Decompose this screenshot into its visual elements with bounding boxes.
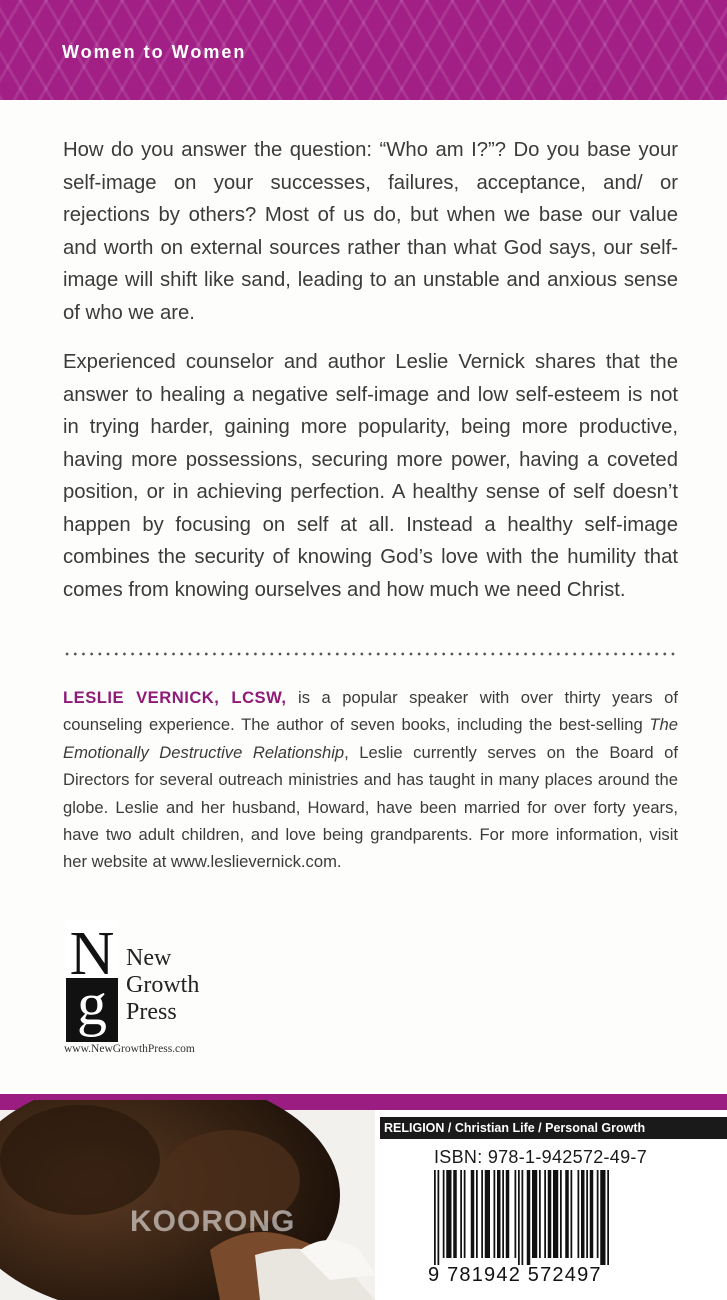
barcode-bar [453,1170,457,1258]
barcode-bar [597,1170,599,1258]
barcode-bar [471,1170,475,1258]
barcode-bar [494,1170,496,1258]
series-header-band [0,0,727,100]
barcode-bar [600,1170,605,1265]
barcode-bar [481,1170,483,1258]
category-bar [380,1117,727,1139]
barcode-bar [539,1170,541,1258]
logo-letter-g: g [77,971,107,1037]
author-name: LESLIE VERNICK, LCSW, [63,688,287,707]
barcode-bar [607,1170,609,1265]
bio-text-1: is a popular speaker with over thirty years of counseling experience. The author of seven books, including the best-selling [63,688,678,735]
barcode-digits: 9 781942 572497 [428,1264,602,1286]
category-main: RELIGION [384,1121,445,1135]
barcode-image [430,1170,670,1265]
description-paragraph-2: Experienced counselor and author Leslie Vernick shares that the answer to healing a negative self-image and low self-esteem is not in trying harder, gaining more popularity, being more productive, having more possessions, securing more power, having a coveted position, or in achieving perfection. A healthy sense of self doesn’t happen by focusing on self at all. Instead a healthy self-image combines the security of knowing God’s love with the humility that comes from knowing ourselves and how much we need Christ. [63,351,678,601]
barcode-bar [527,1170,531,1265]
barcode-bar [522,1170,524,1265]
barcode-bar [571,1170,573,1258]
barcode-bar [590,1170,594,1258]
author-bio [63,684,678,876]
barcode-bar [532,1170,537,1258]
category-rest: / Christian Life / Personal Growth [444,1121,646,1135]
barcode-bar [460,1170,462,1258]
barcode-bar [497,1170,501,1258]
barcode-bar [518,1170,520,1265]
barcode-bar [581,1170,585,1258]
logo-word-new: New [126,945,172,971]
barcode-bar [485,1170,490,1258]
barcode-bar [544,1170,546,1258]
logo-word-press: Press [126,999,177,1025]
barcode-bar [434,1170,436,1265]
barcode-bar [560,1170,562,1258]
barcode-bar [502,1170,504,1258]
barcode-bar [476,1170,478,1258]
barcode-bar [548,1170,552,1258]
barcode-bar [578,1170,580,1258]
watermark: KOORONG [130,1205,296,1238]
barcode-bar [506,1170,510,1258]
barcode-bar [438,1170,440,1265]
series-title: Women to Women [62,42,247,62]
logo-word-growth: Growth [126,972,200,998]
bio-text-2: , Leslie currently serves on the Board of Directors for several outreach ministries and has taught in many places around the globe. Leslie and her husband, Howard, have been married for over forty years, have two adult children, and love being grandparents. For more information, visit her website at www.leslievernick.com. [63,742,678,872]
barcode-bar [464,1170,466,1258]
description-paragraph-1: How do you answer the question: “Who am I?”? Do you base your self-image on your successes, failures, acceptance, and/ or rejections by others? Most of us do, but when we base our value and worth on external sources rather than what God says, our self-image will shift like sand, leading to an unstable and anxious sense of who we are. [63,139,678,324]
barcode-bar [515,1170,517,1258]
publisher-url: www.NewGrowthPress.com [64,1043,195,1055]
woman-photo-image [0,1100,375,1300]
barcode-bar [446,1170,451,1258]
ng-logo-icon [66,920,118,1042]
isbn-text: ISBN: 978-1-942572-49-7 [434,1147,648,1167]
logo-letter-n: N [69,920,115,988]
dotted-divider [63,652,678,656]
barcode-bar [553,1170,558,1258]
barcode-bar [586,1170,588,1258]
book-title: The Emotionally Destructive Relationship [63,715,678,762]
barcode-bar [443,1170,445,1258]
barcode-bar [565,1170,569,1258]
